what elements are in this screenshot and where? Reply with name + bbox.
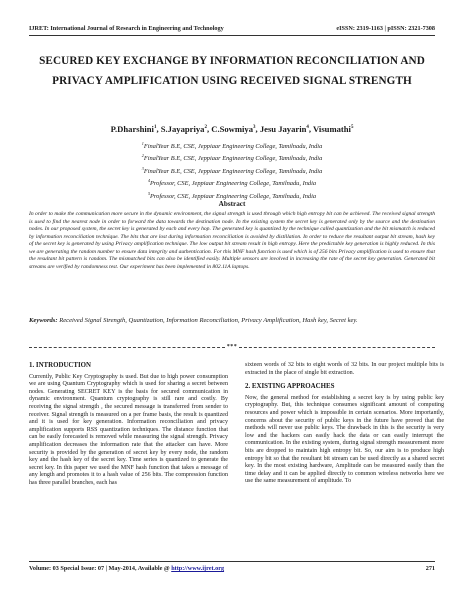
page-number: 271 [425, 565, 435, 572]
header-rule [29, 35, 435, 36]
affiliation: $^3$FinalYear B.E, CSE, Jeppiaar Engineering College, Tamilnadu, India [141, 165, 323, 175]
divider-dash-right [239, 347, 435, 348]
journal-name: IJRET: International Journal of Research in Engineering and Technology [29, 25, 224, 32]
affiliation: $^5$Professor, CSE, Jeppiaar Engineering College, Tamilnadu, India [147, 190, 317, 200]
affiliation: $^2$FinalYear B.E, CSE, Jeppiaar Engineering College, Tamilnadu, India [141, 153, 323, 163]
section-heading-introduction: 1. INTRODUCTION [29, 362, 92, 369]
author: C.Sowmiya$^3$ [211, 124, 256, 134]
section-heading-existing-approaches: 2. EXISTING APPROACHES [245, 383, 335, 391]
abstract-heading: Abstract [218, 200, 246, 208]
author-list: P.Dharshini$^1$, S.Jayapriya$^2$, C.Sowmiya$^3$, Jesu Jayarin$^4$, Visumathi$^5$ [110, 124, 354, 134]
keywords-text: Received Signal Strength, Quantization, Information Reconciliation, Privacy Amplification, Hash key, Secret key. [57, 317, 358, 324]
author: Jesu Jayarin$^4$ [259, 124, 309, 134]
existing-approaches-text: Now, the general method for establishing a secret key is by using public key cryptography. But, this technique consumes significant amount of computing resources and power which is impossible in certain scenarios. More importantly, concerns about the security of public keys in the future have proved that the methods will never use public keys. The drawback in this is the security is very low and the hackers can easily hack the data or can easily interrupt the communication. In the existing system, during signal strength measurement more bits are dropped to maintain high entropy bit. So, our aim is to produce high entropy bit so that the resultant bit stream can be used directly as a shared secret key. In the most existing hardware, Amplitude can be measured easily than the time delay and it can be applied directly to common wireless networks here we use the same measurement of amplitude. To [245, 394, 444, 485]
issn-text: eISSN: 2319-1163 | pISSN: 2321-7308 [336, 25, 435, 32]
journal-link[interactable]: http://www.ijret.org [171, 565, 225, 572]
author: Visumathi$^5$ [313, 124, 354, 134]
introduction-text: Currently, Public Key Cryptography is used. But due to high power consumption we are using Quantum Cryptography which is used for sharing a secret between nodes. Generating SECRET KEY is the basis for secured communication in dynamic environment. Quantum cryptography is still rare and costly. By receiving the signal strength , the secured message is transferred from sender to receiver. Signal strength is measured on a per frame basis, the result is quantized and it is used for key generation. Information reconciliation and privacy amplification supports RSS quantization techniques. The distance function that can be easily forecasted is removed while measuring the signal strength. Privacy amplification decreases the information rate that the attacker can have. More security is provided by the generation of secret key by every node, the random key and the hash key of the secret key. Time series is quantized to generate the secret key. In this paper we used the MNF hash function that takes a message of any length and promotes it to a hash value of 256 bits. The compression function has three parallel branches, each has [29, 373, 228, 486]
divider-stars: *** [226, 344, 238, 350]
abstract-text: In order to make the communication more secure in the dynamic environment, the signal strength is used through which high entropy bit can be achieved. The received signal strength is used to find the nearest node in order to forward the data towards the destination node. In the existing system the secret key is generated only by the source and the destination nodes. In our proposed system, the secret key is generated by each and every hop. The generated key is quantized by the technique called quantization and the bit mismatch is reduced by information reconciliation technique. The bits that are lost during information reconciliation is avoided by distillation. In order to reduce the resultant output bit stream, hash key of the secret key is generated by using Privacy amplification technique. The low output bit stream result in high entropy. Here the predictable key generation is highly reduced. In this we are generating the random number to ensure data integrity and authentication. For this MNF hash function is used which is of 256 bits Privacy amplification is used to ensure that the resultant bit pattern is random. The mismatched bits can also be identified easily. Multiple sensors are involved in increasing the rate of the secret key generation. Generated bit streams are verified by randomness test. Our experiment has been implemented in 802.11A laptops. [29, 211, 435, 270]
affiliation-list [29, 139, 435, 201]
keywords-label: Keywords: [29, 317, 58, 324]
author: S.Jayapriya$^2$ [160, 124, 207, 134]
divider-dash-left [29, 347, 225, 348]
keywords [29, 313, 435, 329]
affiliation: $^4$Professor, CSE, Jeppiaar Engineering College, Tamilnadu, India [147, 178, 317, 188]
paper-title: SECURED KEY EXCHANGE BY INFORMATION RECONCILIATION AND PRIVACY AMPLIFICATION USING RECEIVED SIGNAL STRENGTH [39, 55, 425, 87]
footer-rule [29, 561, 435, 562]
introduction-continued-text: sixteen words of 32 bits to eight words of 32 bits. In our project multiple bits is extracted in the place of single bit extraction. [245, 362, 444, 376]
footer-volume: Volume: 03 Special Issue: 07 | May-2014, Available @ http://www.ijret.org [29, 565, 225, 572]
running-header [29, 25, 435, 32]
affiliation: $^1$FinalYear B.E, CSE, Jeppiaar Engineering College, Tamilnadu, India [141, 141, 323, 151]
author: P.Dharshini$^1$ [110, 124, 157, 134]
left-column [29, 362, 228, 488]
running-footer [29, 565, 435, 572]
section-divider [29, 344, 435, 350]
right-column [245, 362, 444, 486]
